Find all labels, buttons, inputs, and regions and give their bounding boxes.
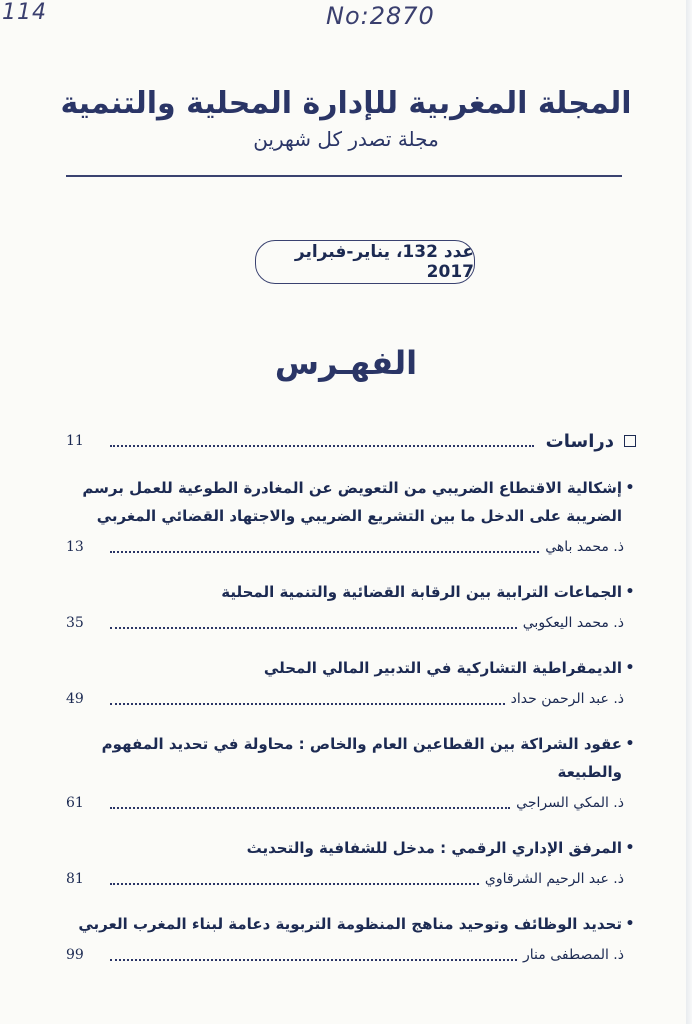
dot-leader xyxy=(110,959,517,961)
bullet-icon: • xyxy=(625,736,635,752)
entry-author: ذ. المصطفى منار xyxy=(523,947,624,963)
issue-label: عدد 132، يناير-فبراير 2017 xyxy=(294,242,474,282)
journal-subtitle: مجلة تصدر كل شهرين xyxy=(253,127,439,151)
bullet-icon: • xyxy=(625,584,635,600)
dot-leader xyxy=(110,627,517,629)
section-page-number: 11 xyxy=(66,433,84,449)
entry-author: ذ. المكي السراجي xyxy=(516,795,624,811)
toc-entry[interactable] xyxy=(66,730,638,816)
entry-page-number: 13 xyxy=(66,539,84,555)
checkbox-icon xyxy=(624,435,636,447)
entry-page-number: 49 xyxy=(66,691,84,707)
dot-leader xyxy=(110,807,510,809)
table-of-contents xyxy=(66,426,638,968)
handwritten-page-number: 114 xyxy=(2,0,47,25)
handwritten-stamp-number: No:2870 xyxy=(326,2,435,30)
entry-title: المرفق الإداري الرقمي : مدخل للشفافية والتحديث xyxy=(246,839,622,857)
entry-title: عقود الشراكة بين القطاعين العام والخاص : محاولة في تحديد المفهوم والطبيعة xyxy=(101,735,622,781)
dot-leader xyxy=(110,703,505,705)
header-divider xyxy=(66,175,622,177)
bullet-icon: • xyxy=(625,480,635,496)
entry-page-number: 81 xyxy=(66,871,84,887)
toc-entry[interactable] xyxy=(66,578,638,636)
entry-title: إشكالية الاقتطاع الضريبي من التعويض عن المغادرة الطوعية للعمل برسم الضريبة على الدخل ما بين التشريع الضريبي والاجتهاد القضائي المغربي xyxy=(82,479,622,525)
dot-leader xyxy=(110,551,539,553)
page-edge xyxy=(686,0,692,1024)
bullet-icon: • xyxy=(625,916,635,932)
entry-author: ذ. محمد اليعكوبي xyxy=(522,615,624,631)
bullet-icon: • xyxy=(625,840,635,856)
section-row[interactable] xyxy=(66,426,638,456)
entry-page-number: 99 xyxy=(66,947,84,963)
entry-author: ذ. عبد الرحمن حداد xyxy=(510,691,624,707)
journal-title: المجلة المغربية للإدارة المحلية والتنمية xyxy=(60,86,632,121)
issue-badge xyxy=(255,240,475,284)
entry-author: ذ. محمد باهي xyxy=(545,539,624,555)
toc-heading: الفهـرس xyxy=(274,344,418,382)
toc-entry[interactable] xyxy=(66,654,638,712)
toc-entry[interactable] xyxy=(66,910,638,968)
toc-entry[interactable] xyxy=(66,474,638,560)
dot-leader xyxy=(110,883,479,885)
entry-page-number: 61 xyxy=(66,795,84,811)
section-label: دراسات xyxy=(545,430,614,452)
entry-author: ذ. عبد الرحيم الشرقاوي xyxy=(484,871,624,887)
entry-title: الجماعات الترابية بين الرقابة القضائية والتنمية المحلية xyxy=(221,583,622,601)
masthead xyxy=(0,86,692,151)
entry-page-number: 35 xyxy=(66,615,84,631)
entry-title: تحديد الوظائف وتوحيد مناهج المنظومة التربوية دعامة لبناء المغرب العربي xyxy=(78,915,622,933)
toc-entry[interactable] xyxy=(66,834,638,892)
dot-leader xyxy=(110,445,534,447)
bullet-icon: • xyxy=(625,660,635,676)
entry-title: الديمقراطية التشاركية في التدبير المالي المحلي xyxy=(263,659,622,677)
